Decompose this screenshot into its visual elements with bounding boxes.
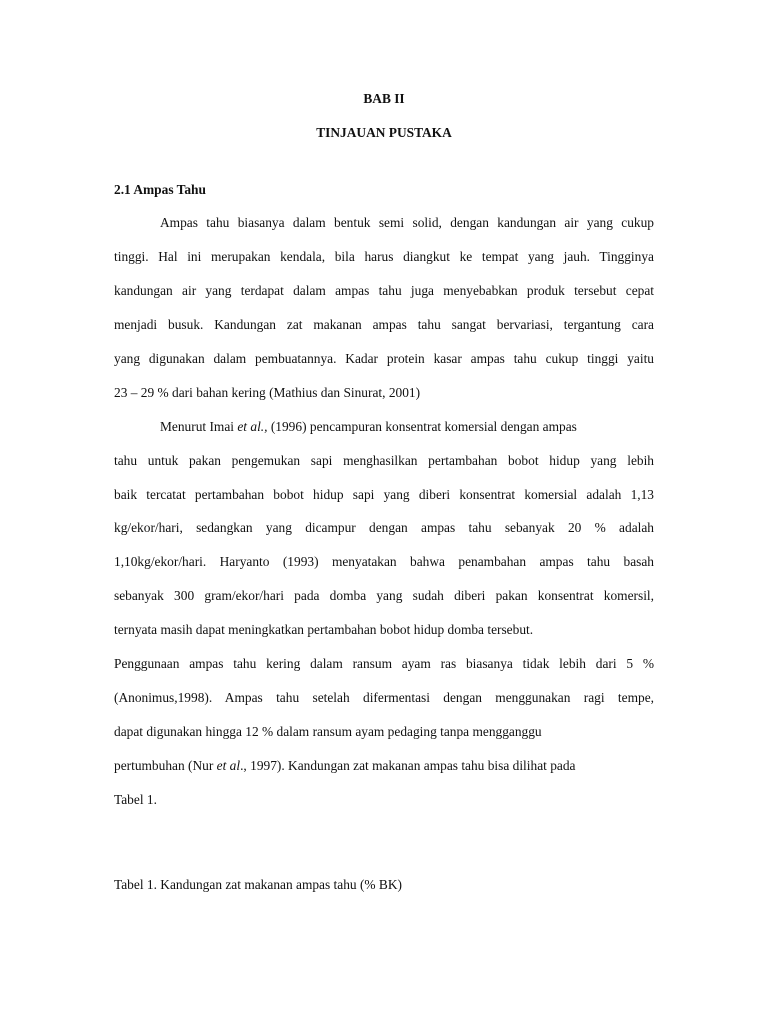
paragraph-line	[160, 419, 577, 435]
paragraph-line: Tabel 1.	[114, 792, 157, 807]
text-run: pertumbuhan (Nur	[114, 758, 217, 773]
text-run: ., 1997). Kandungan zat makanan ampas tahu bisa dilihat pada	[240, 758, 576, 773]
paragraph-line: menjadi busuk. Kandungan zat makanan ampas tahu sangat bervariasi, tergantung cara	[114, 317, 654, 332]
paragraph-line: 1,10kg/ekor/hari. Haryanto (1993) menyatakan bahwa penambahan ampas tahu basah	[114, 554, 654, 569]
paragraph-line: (Anonimus,1998). Ampas tahu setelah difermentasi dengan menggunakan ragi tempe,	[114, 690, 654, 705]
table-caption: Tabel 1. Kandungan zat makanan ampas tahu (% BK)	[114, 877, 402, 892]
text-run: Menurut Imai	[160, 419, 238, 434]
italic-citation: et al	[216, 758, 241, 773]
paragraph-line: sebanyak 300 gram/ekor/hari pada domba yang sudah diberi pakan konsentrat komersil,	[114, 588, 654, 603]
paragraph-line: Penggunaan ampas tahu kering dalam ransum ayam ras biasanya tidak lebih dari 5 %	[114, 656, 654, 671]
section-heading: 2.1 Ampas Tahu	[114, 182, 206, 197]
paragraph-line: tinggi. Hal ini merupakan kendala, bila harus diangkut ke tempat yang jauh. Tingginya	[114, 249, 654, 264]
chapter-number: BAB II	[363, 91, 405, 106]
paragraph-line: tahu untuk pakan pengemukan sapi menghasilkan pertambahan bobot hidup yang lebih	[114, 453, 654, 468]
paragraph-line: dapat digunakan hingga 12 % dalam ransum ayam pedaging tanpa mengganggu	[114, 724, 542, 739]
chapter-title: TINJAUAN PUSTAKA	[316, 125, 452, 140]
paragraph-line: Ampas tahu biasanya dalam bentuk semi solid, dengan kandungan air yang cukup	[160, 215, 654, 230]
paragraph-line: baik tercatat pertambahan bobot hidup sapi yang diberi konsentrat komersial adalah 1,13	[114, 487, 654, 502]
text-run: (1996) pencampuran konsentrat komersial dengan ampas	[267, 419, 577, 434]
paragraph-line: yang digunakan dalam pembuatannya. Kadar protein kasar ampas tahu cukup tinggi yaitu	[114, 351, 654, 366]
paragraph-line	[114, 758, 576, 774]
italic-citation: et al.,	[237, 419, 268, 434]
paragraph-line: 23 – 29 % dari bahan kering (Mathius dan Sinurat, 2001)	[114, 385, 421, 400]
paragraph-line: kg/ekor/hari, sedangkan yang dicampur dengan ampas tahu sebanyak 20 % adalah	[114, 520, 654, 535]
paragraph-line: ternyata masih dapat meningkatkan pertambahan bobot hidup domba tersebut.	[114, 622, 534, 637]
paragraph-line: kandungan air yang terdapat dalam ampas tahu juga menyebabkan produk tersebut cepat	[114, 283, 654, 298]
